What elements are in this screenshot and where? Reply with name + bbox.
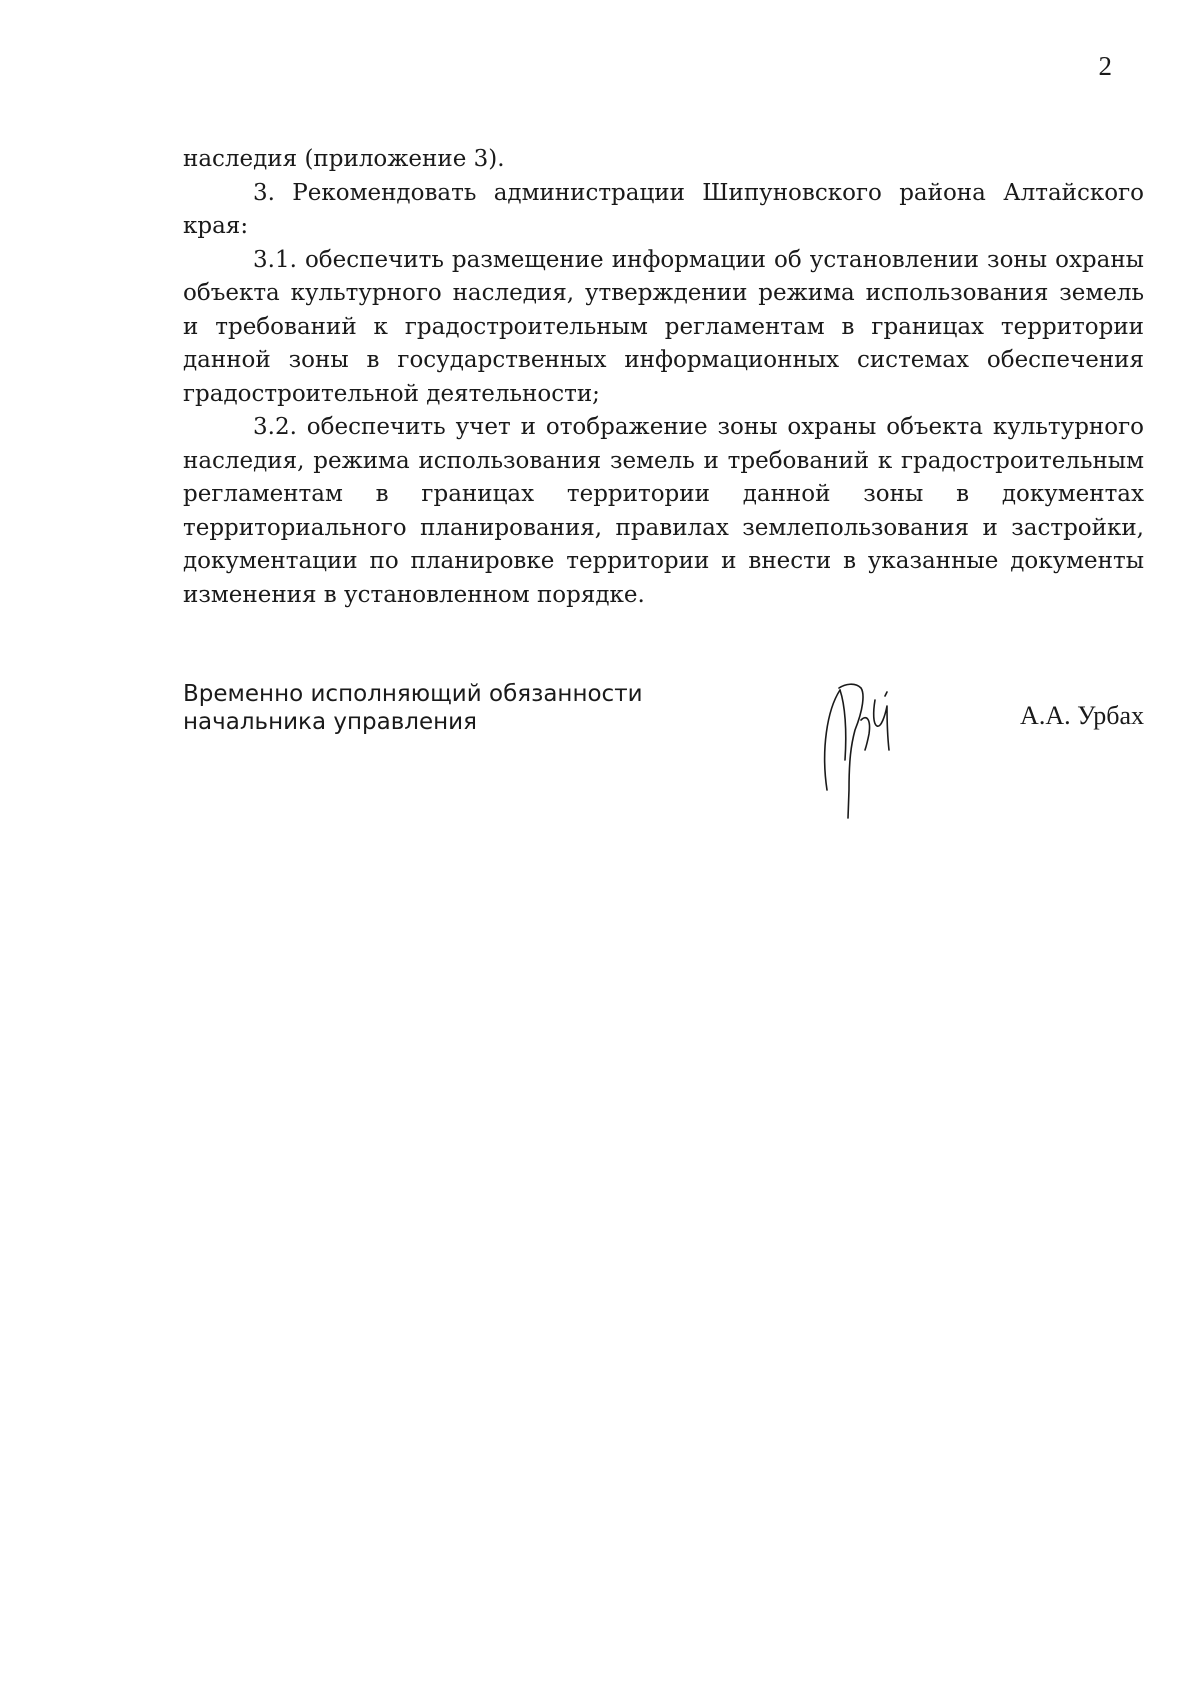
signer-position — [183, 680, 643, 736]
signature-block — [183, 680, 1144, 820]
paragraph-item-3-1: 3.1. обеспечить размещение информации об установлении зоны охраны объекта культурного наследия, утверждении режима использования земель и требований к градостроительным регламентам в границах территории данной зоны в государственных информационных системах обеспечения градостроительной деятельности; — [183, 246, 1144, 407]
signer-name: А.А. Урбах — [1020, 701, 1144, 730]
paragraph-item-3-2: 3.2. обеспечить учет и отображение зоны охраны объекта культурного наследия, режима использования земель и требований к градостроительным регламентам в границах территории данной зоны в документах территориального планирования, правилах землепользования и застройки, документации по планировке территории и внести в указанные документы изменения в установленном порядке. — [183, 414, 1144, 608]
signer-position-line-2: начальника управления — [183, 709, 477, 735]
handwritten-signature — [815, 670, 925, 820]
signer-position-line-1: Временно исполняющий обязанности — [183, 681, 643, 707]
paragraph-heritage-end: наследия (приложение 3). — [183, 146, 505, 172]
page-number: 2 — [1098, 51, 1112, 81]
document-body — [183, 143, 1144, 612]
paragraph-item-3: 3. Рекомендовать администрации Шипуновского района Алтайского края: — [183, 179, 1144, 239]
